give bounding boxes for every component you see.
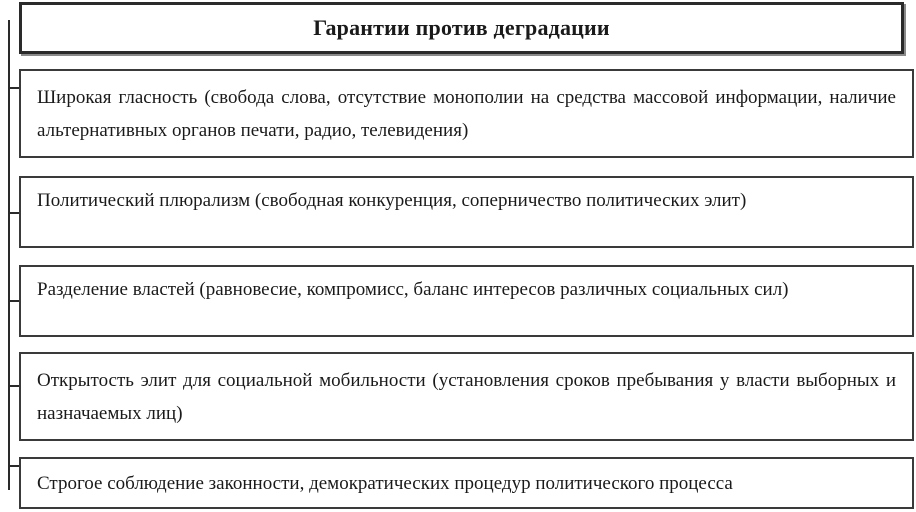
- guarantee-text-4: Открытость элит для социальной мобильности (установления сроков пребывания у власти выборных и назначаемых лиц): [37, 370, 896, 424]
- guarantee-text-3: Разделение властей (равновесие, компромисс, баланс интересов различных социальных сил): [37, 279, 789, 300]
- connector-vertical-line: [8, 20, 10, 490]
- guarantee-text-5: Строгое соблюдение законности, демократических процедур политического процесса: [37, 473, 733, 494]
- guarantee-box-3: [19, 265, 914, 337]
- guarantee-box-1: [19, 69, 914, 158]
- guarantee-box-4: [19, 352, 914, 441]
- guarantee-box-5: [19, 457, 914, 509]
- guarantee-text-2: Политический плюрализм (свободная конкуренция, соперничество политических элит): [37, 190, 747, 211]
- guarantee-box-2: [19, 176, 914, 248]
- guarantee-text-1: Широкая гласность (свобода слова, отсутствие монополии на средства массовой информации, наличие альтернативных органов печати, радио, телевидения): [37, 87, 896, 141]
- diagram-title: Гарантии против деградации: [19, 2, 904, 54]
